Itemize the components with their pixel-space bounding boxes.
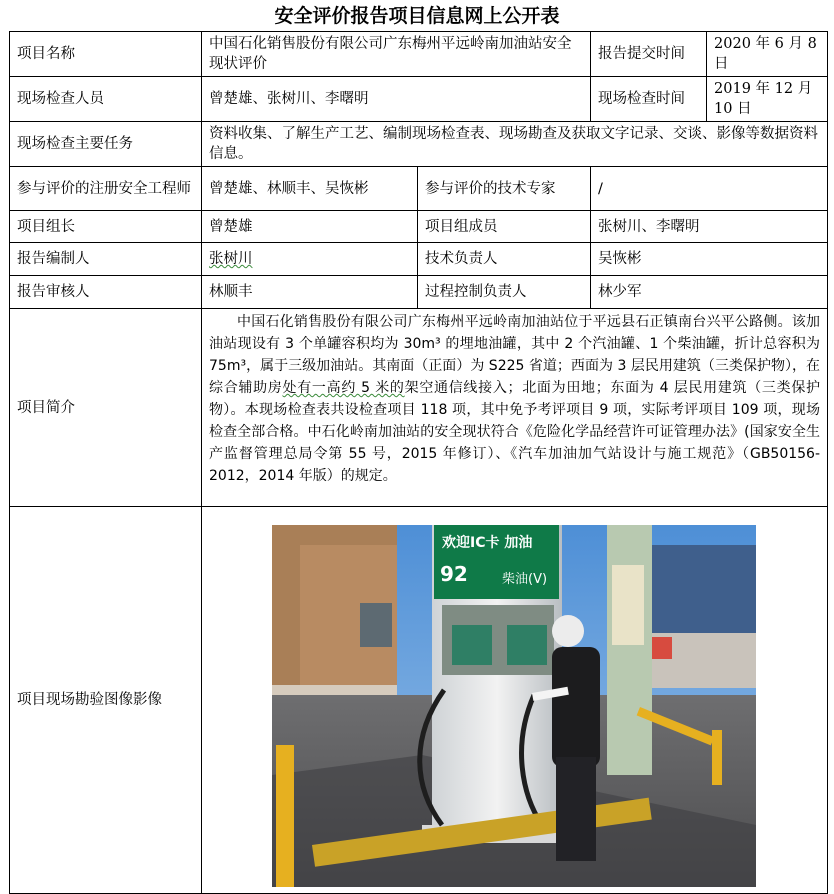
- reviewer-value: 林顺丰: [202, 276, 418, 309]
- editor-value: [202, 243, 418, 276]
- leader-label: 项目组长: [10, 211, 202, 243]
- photo-cell: [202, 507, 828, 894]
- report-date-value: 2020 年 6 月 8 日: [707, 32, 828, 77]
- members-label: 项目组成员: [418, 211, 591, 243]
- experts-value: /: [591, 167, 828, 211]
- intro-part-2: 架空通信线接入；北面为田地；东面为 4 层民用建筑（三类保护物）。本现场检查表共设检查项目 118 项，其中免予考评项目 9 项，实际考评项目 109 项，现场检查全部合格。中石化岭南加油站的安全现状符合《危险化学品经营许可证管理办法》(国家安全生产监督管理总局令第 55 号，2015 年修订）、《汽车加油加气站设计与施工规范》（GB50156-2012，2014 年版）的规定。: [209, 380, 821, 484]
- experts-label: 参与评价的技术专家: [418, 167, 591, 211]
- table-row: [10, 122, 828, 167]
- leader-value: 曾楚雄: [202, 211, 418, 243]
- inspector-legs: [556, 757, 596, 861]
- engineers-label: 参与评价的注册安全工程师: [10, 167, 202, 211]
- table-row: [10, 507, 828, 894]
- info-table: [9, 31, 828, 894]
- editor-label: 报告编制人: [10, 243, 202, 276]
- page-title: 安全评价报告项目信息网上公开表: [274, 5, 560, 27]
- hazard-post: [712, 730, 722, 785]
- table-row: [10, 32, 828, 77]
- inspectors-label: 现场检查人员: [10, 77, 202, 122]
- intro-part-1: 中国石化销售股份有限公司广东梅州平远岭南加油站位于平远县石正镇南台兴平公路侧。该加油站现设有 3 个单罐容积均为 30m³ 的埋地油罐，其中 2 个汽油罐、1 个柴油罐，折计总容积为 75m³，属于三级加油站。其南面（正面）为 S225 省道；西面为 3 层民用建筑（三类保护物），在综合辅助房: [209, 314, 821, 396]
- display-right: [507, 625, 547, 665]
- grade-label: 92: [440, 562, 468, 586]
- hazard-post: [276, 745, 294, 887]
- intro-text: [202, 309, 828, 507]
- engineers-value: 曾楚雄、林顺丰、吴恢彬: [202, 167, 418, 211]
- tasks-label: 现场检查主要任务: [10, 122, 202, 167]
- project-name-value: 中国石化销售股份有限公司广东梅州平远岭南加油站安全现状评价: [202, 32, 591, 77]
- process-ctrl-value: 林少军: [591, 276, 828, 309]
- project-name-label: 项目名称: [10, 32, 202, 77]
- report-date-label: 报告提交时间: [591, 32, 707, 77]
- window: [360, 603, 392, 647]
- editor-name: 张树川: [209, 251, 253, 267]
- table-row: [10, 309, 828, 507]
- inspector-head: [552, 615, 584, 647]
- members-value: 张树川、李曙明: [591, 211, 828, 243]
- process-ctrl-label: 过程控制负责人: [418, 276, 591, 309]
- inspect-date-value: 2019 年 12 月 10 日: [707, 77, 828, 122]
- table-row: [10, 276, 828, 309]
- pillar-signs: [612, 565, 644, 645]
- table-row: [10, 211, 828, 243]
- tech-lead-value: 吴恢彬: [591, 243, 828, 276]
- tech-lead-label: 技术负责人: [418, 243, 591, 276]
- intro-part-underlined: 处有一高约 5 米的: [282, 380, 405, 396]
- photo-label: 项目现场勘验图像影像: [10, 507, 202, 894]
- table-row: [10, 167, 828, 211]
- fuel-label: 柴油(V): [502, 572, 548, 587]
- inspect-date-label: 现场检查时间: [591, 77, 707, 122]
- reviewer-label: 报告审核人: [10, 276, 202, 309]
- green-pillar: [607, 525, 652, 775]
- inspectors-value: 曾楚雄、张树川、李曙明: [202, 77, 591, 122]
- tasks-value: 资料收集、了解生产工艺、编制现场检查表、现场勘查及获取文字记录、交谈、影像等数据资料信息。: [202, 122, 828, 167]
- site-photo: [272, 525, 756, 887]
- display-left: [452, 625, 492, 665]
- inspector-body: [552, 647, 600, 767]
- canopy-text: 欢迎IC卡 加油: [442, 535, 533, 551]
- table-row: [10, 243, 828, 276]
- table-row: [10, 77, 828, 122]
- intro-label: 项目简介: [10, 309, 202, 507]
